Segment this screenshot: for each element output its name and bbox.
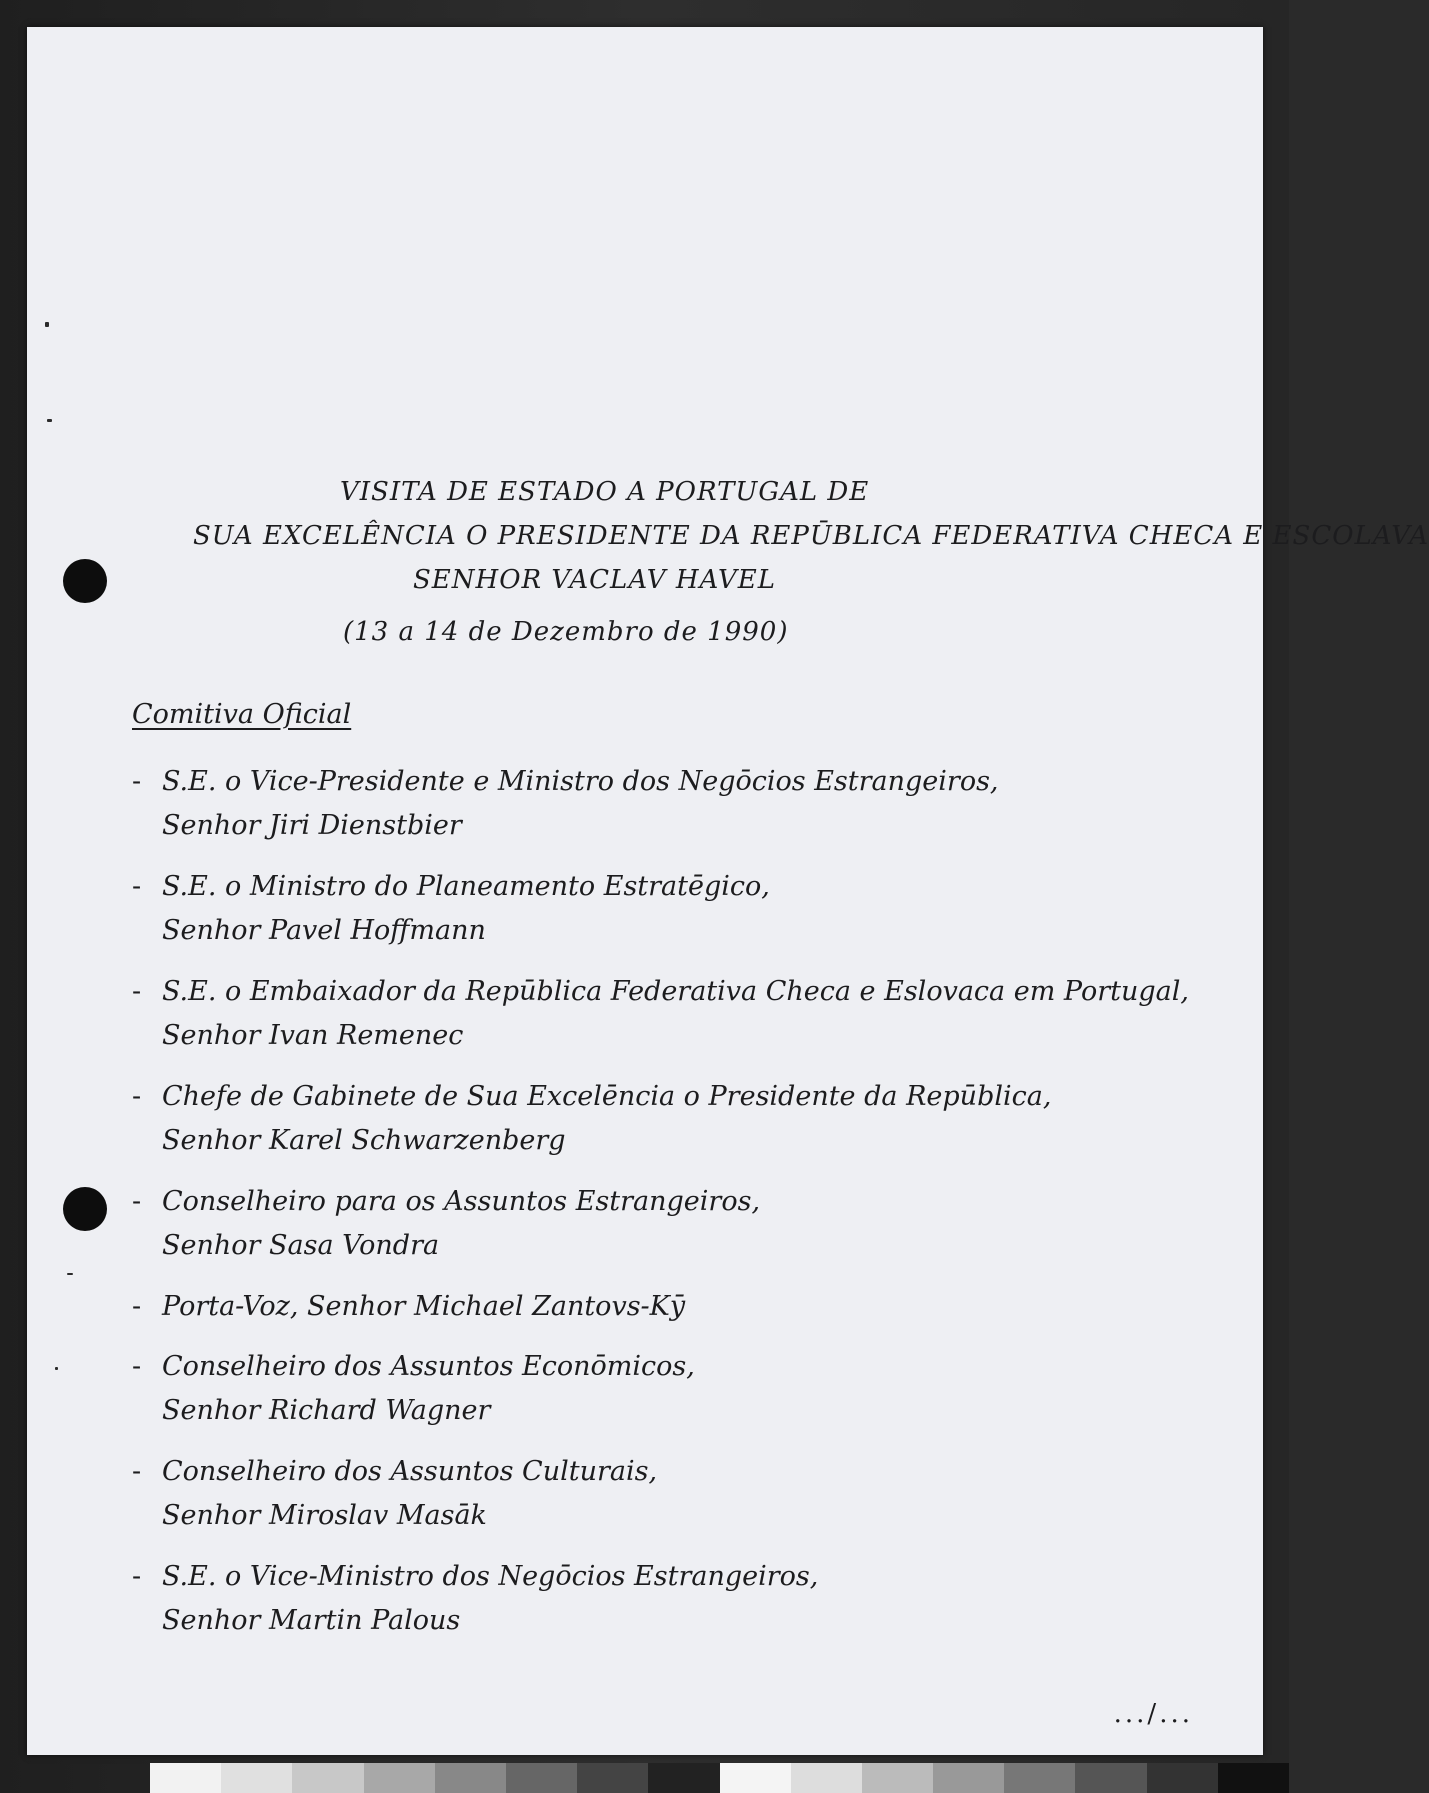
list-dash: - (132, 871, 142, 902)
list-dash: - (132, 1186, 142, 1217)
ruler-segment (720, 1763, 791, 1793)
entry-name: Senhor Sasa Vondra (162, 1230, 440, 1261)
list-item (132, 1075, 1051, 1163)
list-item (132, 970, 1189, 1058)
ruler-segment (1147, 1763, 1218, 1793)
entry-role: Conselheiro dos Assuntos Econōmicos, (162, 1351, 695, 1382)
entry-role: S.E. o Vice-Ministro dos Negōcios Estrangeiros, (162, 1561, 819, 1592)
entry-name: Senhor Ivan Remenec (162, 1020, 464, 1051)
list-item (132, 1345, 695, 1433)
list-dash: - (132, 1456, 142, 1487)
ruler-segment (862, 1763, 933, 1793)
section-heading: Comitiva Oficial (132, 699, 352, 730)
punch-hole-top (63, 559, 107, 603)
list-item (132, 1285, 685, 1329)
entry-name: Senhor Pavel Hoffmann (162, 915, 486, 946)
list-item (132, 1555, 818, 1643)
paper-speck (67, 1273, 73, 1275)
list-dash: - (132, 1351, 142, 1382)
page-continuation-mark: .../... (1113, 1699, 1193, 1729)
ruler-segment (1075, 1763, 1146, 1793)
entry-name: Senhor Martin Palous (162, 1605, 461, 1636)
paper-speck (55, 1367, 58, 1370)
ruler-segment (577, 1763, 648, 1793)
title-line-3: SENHOR VACLAV HAVEL (413, 565, 777, 595)
ruler-segment (364, 1763, 435, 1793)
list-dash: - (132, 1081, 142, 1112)
ruler-segment (1218, 1763, 1289, 1793)
list-item (132, 865, 770, 953)
ruler-segment (435, 1763, 506, 1793)
paper-speck (45, 322, 49, 327)
ruler-segment (791, 1763, 862, 1793)
entry-name: Senhor Jiri Dienstbier (162, 810, 462, 841)
list-item (132, 1180, 760, 1268)
list-item (132, 1450, 657, 1538)
punch-hole-bottom (63, 1187, 107, 1231)
entry-name: Senhor Karel Schwarzenberg (162, 1125, 566, 1156)
ruler-segment (648, 1763, 719, 1793)
list-dash: - (132, 1561, 142, 1592)
entry-role: Conselheiro dos Assuntos Culturais, (162, 1456, 658, 1487)
ruler-segment (933, 1763, 1004, 1793)
ruler-segment (221, 1763, 292, 1793)
document-page (27, 27, 1429, 1755)
entry-role: S.E. o Embaixador da Repūblica Federativa Checa e Eslovaca em Portugal, (162, 976, 1189, 1007)
entry-role: Chefe de Gabinete de Sua Excelēncia o Presidente da Repūblica, (162, 1081, 1052, 1112)
ruler-segment (1004, 1763, 1075, 1793)
entry-name: Senhor Richard Wagner (162, 1395, 491, 1426)
ruler-segment (292, 1763, 363, 1793)
ruler-segment (506, 1763, 577, 1793)
entry-role: S.E. o Ministro do Planeamento Estratēgico, (162, 871, 770, 902)
list-dash: - (132, 766, 142, 797)
entry-name: Senhor Miroslav Masāk (162, 1500, 487, 1531)
list-dash: - (132, 1291, 142, 1322)
list-item (132, 760, 999, 848)
title-line-2: SUA EXCELÊNCIA O PRESIDENTE DA REPŪBLICA FEDERATIVA CHECA E ESCOLAVA (193, 521, 1429, 551)
entry-role: Porta-Voz, Senhor Michael Zantovs-Kȳ (162, 1291, 686, 1322)
ruler-segment (150, 1763, 221, 1793)
entry-role: S.E. o Vice-Presidente e Ministro dos Negōcios Estrangeiros, (162, 766, 999, 797)
paper-speck (47, 419, 52, 422)
entry-role: Conselheiro para os Assuntos Estrangeiros, (162, 1186, 761, 1217)
title-date: (13 a 14 de Dezembro de 1990) (343, 617, 789, 647)
title-line-1: VISITA DE ESTADO A PORTUGAL DE (340, 477, 870, 507)
scan-color-ruler (150, 1763, 1289, 1793)
list-dash: - (132, 976, 142, 1007)
